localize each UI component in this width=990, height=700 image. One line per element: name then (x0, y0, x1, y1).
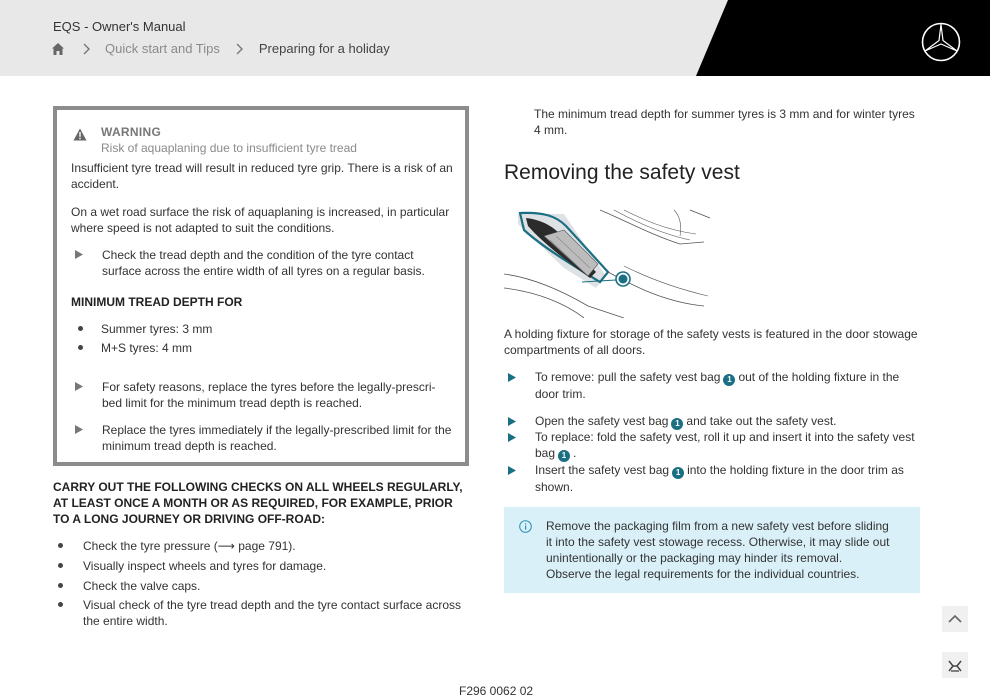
list-item: Summer tyres: 3 mm (101, 322, 213, 336)
callout-badge: 1 (671, 418, 683, 430)
warning-triangle-icon (73, 128, 87, 141)
chevron-right-icon (235, 42, 245, 56)
step-text: into the holding fixture in the door trim as (687, 463, 904, 477)
step-replace (535, 429, 925, 462)
list-item: M+S tyres: 4 mm (101, 341, 193, 355)
bullet-icon (78, 345, 83, 350)
step-text: To replace: fold the safety vest, roll it up and insert it into the safety vest (535, 430, 915, 444)
warning-title: WARNING (101, 125, 162, 139)
feedback-icon (942, 652, 968, 678)
step-arrow-icon (75, 382, 83, 391)
step-insert (535, 462, 920, 495)
intro-paragraph: A holding fixture for storage of the safety vests is featured in the door stowage compartments of all doors. (504, 327, 918, 357)
list-item: Check the valve caps. (83, 579, 201, 593)
step-arrow-icon (508, 373, 516, 382)
warning-subtitle: Risk of aquaplaning due to insufficient tyre tread (101, 141, 357, 155)
info-line: Remove the packaging film from a new safety vest before sliding (546, 519, 889, 533)
callout-badge: 1 (672, 467, 684, 479)
list-item: Visually inspect wheels and tyres for damage. (83, 559, 327, 573)
step-arrow-icon (75, 250, 83, 259)
step-text: out of the holding fixture in the (738, 370, 900, 384)
step-text: shown. (535, 480, 574, 494)
step-text: and take out the safety vest. (686, 414, 837, 428)
bullet-icon (58, 543, 63, 548)
warning-paragraph: Insufficient tyre tread will result in reduced tyre grip. There is a risk of an accident. (71, 161, 453, 191)
header-black-panel (0, 0, 990, 76)
scroll-to-top-button[interactable] (942, 606, 968, 632)
home-icon[interactable] (51, 42, 65, 56)
bullet-icon (78, 326, 83, 331)
info-circle-icon (519, 520, 532, 533)
list-item: Check the tyre pressure (⟶ page 791). (83, 539, 296, 553)
step-text: door trim. (535, 387, 586, 401)
list-item: Visual check of the tyre tread depth and the tyre contact surface across the entire width. (83, 598, 461, 628)
info-text (546, 518, 906, 582)
info-line: unintentionally or the packaging may hinder its removal. (546, 551, 843, 565)
figure-code: F296 0062 02 (459, 684, 534, 698)
info-line: Observe the legal requirements for the individual countries. (546, 567, 860, 581)
step-text: . (573, 446, 577, 460)
section-title: Removing the safety vest (504, 161, 740, 184)
bullet-icon (58, 563, 63, 568)
feedback-button[interactable] (942, 652, 968, 678)
step-text: Open the safety vest bag (535, 414, 669, 428)
safety-vest-illustration (504, 206, 714, 318)
warning-paragraph: On a wet road surface the risk of aquaplaning is increased, in particular where speed is not adapted to suit the conditions. (71, 205, 450, 235)
breadcrumb (51, 41, 390, 56)
step-remove (535, 369, 920, 402)
breadcrumb-quick-start[interactable]: Quick start and Tips (105, 41, 220, 56)
step-arrow-icon (508, 417, 516, 426)
warning-box (53, 106, 469, 466)
step-arrow-icon (75, 425, 83, 434)
page-header (0, 0, 990, 76)
warning-step: Check the tread depth and the condition of the tyre contact surface across the entire width of all tyres on a regular basis. (102, 248, 425, 278)
step-text: bag (535, 446, 556, 460)
step-text: To remove: pull the safety vest bag (535, 370, 721, 384)
info-line: it into the safety vest stowage recess. Otherwise, it may slide out (546, 535, 890, 549)
tread-depth-note: The minimum tread depth for summer tyres is 3 mm and for winter tyres 4 mm. (534, 107, 915, 137)
warning-step: For safety reasons, replace the tyres before the legally-prescri-bed limit for the minimum tread depth is reached. (102, 380, 436, 410)
step-arrow-icon (508, 433, 516, 442)
bullet-icon (58, 602, 63, 607)
step-open (535, 413, 920, 430)
info-box (504, 507, 920, 593)
tread-depth-heading: MINIMUM TREAD DEPTH FOR (71, 295, 243, 309)
step-arrow-icon (508, 466, 516, 475)
manual-title: EQS - Owner's Manual (53, 19, 186, 34)
bullet-icon (58, 583, 63, 588)
callout-badge: 1 (723, 374, 735, 386)
warning-step: Replace the tyres immediately if the legally-prescribed limit for the minimum tread depth is reached. (102, 423, 452, 453)
callout-badge: 1 (558, 450, 570, 462)
breadcrumb-current: Preparing for a holiday (258, 41, 390, 56)
chevron-right-icon (82, 42, 92, 56)
chevron-up-icon (942, 606, 968, 632)
checks-heading: CARRY OUT THE FOLLOWING CHECKS ON ALL WHEELS REGULARLY, AT LEAST ONCE A MONTH OR AS REQUIRED, FOR EXAMPLE, PRIOR TO A LONG JOURNEY OR DRIVING OFF-ROAD: (53, 480, 463, 526)
mercedes-star-logo[interactable] (920, 21, 962, 63)
step-text: Insert the safety vest bag (535, 463, 670, 477)
